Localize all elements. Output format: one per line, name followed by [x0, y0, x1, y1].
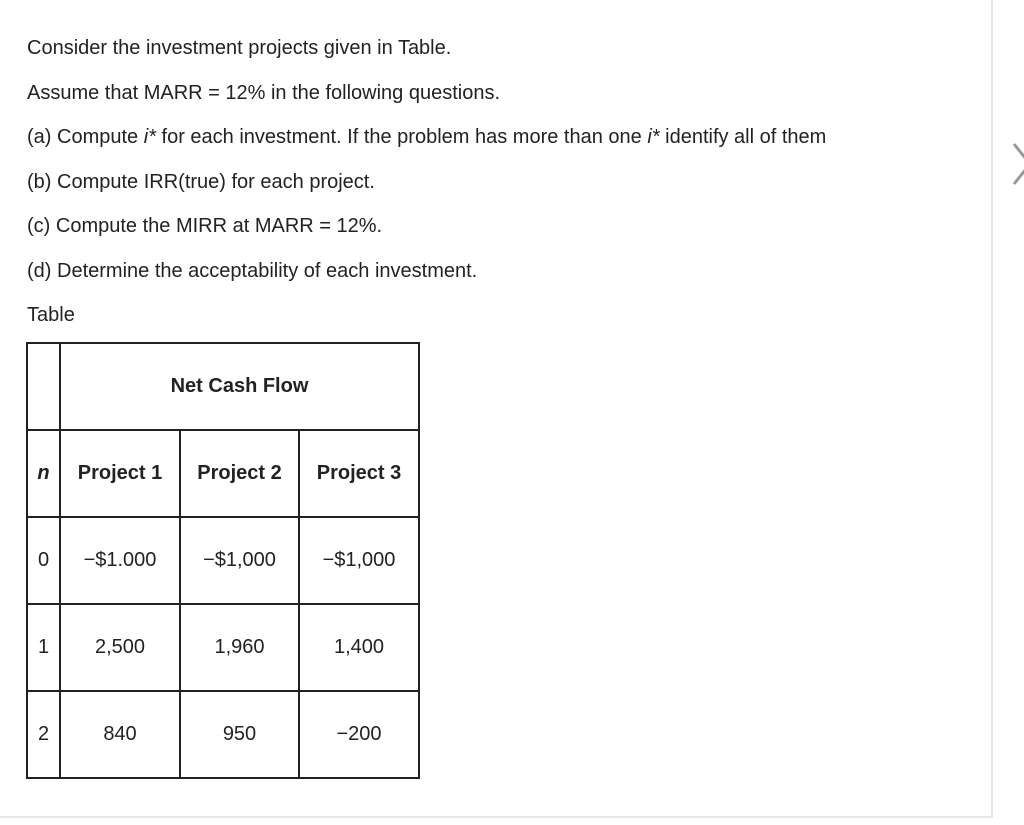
table-caption: Table — [27, 304, 75, 326]
cash-flow-table — [26, 342, 420, 779]
table-cell: −$1,000 — [180, 517, 299, 604]
question-d: (d) Determine the acceptability of each investment. — [27, 260, 478, 282]
column-header-project-2: Project 2 — [180, 430, 299, 517]
question-b: (b) Compute IRR(true) for each project. — [27, 171, 375, 193]
empty-corner-cell — [27, 343, 60, 430]
table-row — [27, 604, 419, 691]
table-cell: −200 — [299, 691, 419, 778]
table-cell-n: 1 — [27, 604, 60, 691]
table-cell: 1,400 — [299, 604, 419, 691]
chevron-right-icon[interactable] — [1012, 138, 1024, 190]
table-row — [27, 691, 419, 778]
net-cash-flow-header: Net Cash Flow — [60, 343, 419, 430]
column-header-project-1: Project 1 — [60, 430, 180, 517]
chevron-right-icon-graphic — [1012, 138, 1024, 190]
question-a-part2: for each investment. If the problem has more than one — [155, 126, 648, 148]
question-c: (c) Compute the MIRR at MARR = 12%. — [27, 215, 383, 237]
table-group-header-row — [27, 343, 419, 430]
table-cell: −$1,000 — [299, 517, 419, 604]
column-header-project-3: Project 3 — [299, 430, 419, 517]
table-cell-n: 2 — [27, 691, 60, 778]
question-a-part1: (a) Compute — [27, 126, 144, 148]
assumption-text: Assume that MARR = 12% in the following questions. — [27, 82, 501, 104]
table-cell: −$1.000 — [60, 517, 180, 604]
table-header-row — [27, 430, 419, 517]
table-cell: 2,500 — [60, 604, 180, 691]
table-cell: 1,960 — [180, 604, 299, 691]
table-row — [27, 517, 419, 604]
question-a-part3: identify all of them — [659, 126, 827, 148]
intro-text: Consider the investment projects given in Table. — [27, 37, 452, 59]
table-cell: 950 — [180, 691, 299, 778]
istar-symbol: i* — [143, 126, 156, 148]
table-cell-n: 0 — [27, 517, 60, 604]
table-cell: 840 — [60, 691, 180, 778]
question-a — [27, 125, 826, 149]
istar-symbol: i* — [647, 126, 660, 148]
column-header-n: n — [27, 430, 60, 517]
